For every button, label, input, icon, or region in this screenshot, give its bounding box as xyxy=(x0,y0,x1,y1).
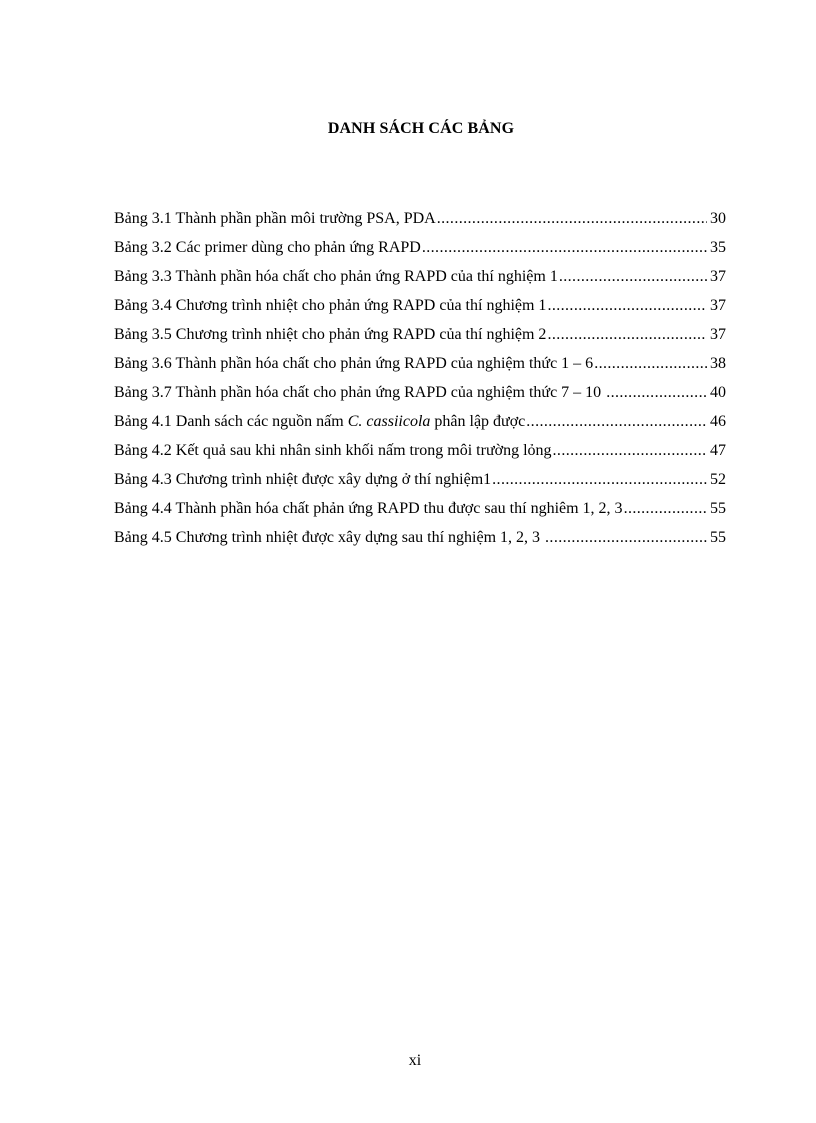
dot-leader xyxy=(624,494,707,523)
table-list xyxy=(114,204,726,552)
dot-leader xyxy=(437,204,707,233)
species-name: C. cassiicola xyxy=(347,413,431,430)
table-entry-label-prefix: Bảng 4.1 Danh sách các nguồn nấm xyxy=(114,413,348,430)
dot-leader xyxy=(545,523,707,552)
table-entry-label: Bảng 3.4 Chương trình nhiệt cho phản ứng RAPD của thí nghiệm 1 xyxy=(114,297,547,314)
table-entry-label: Bảng 3.5 Chương trình nhiệt cho phản ứng RAPD của thí nghiệm 2 xyxy=(114,326,547,343)
page-number: xi xyxy=(408,1052,422,1069)
table-entry-label xyxy=(114,407,525,436)
table-entry-page: 37 xyxy=(710,268,726,285)
table-entry-label-suffix: phân lập được xyxy=(430,413,526,430)
table-entry-label: Bảng 3.7 Thành phần hóa chất cho phản ứng RAPD của nghiệm thức 7 – 10 xyxy=(114,384,606,401)
table-entry-label: Bảng 4.5 Chương trình nhiệt được xây dựng sau thí nghiệm 1, 2, 3 xyxy=(114,529,545,546)
table-list-item[interactable] xyxy=(114,204,726,233)
table-list-item[interactable] xyxy=(114,320,726,349)
dot-leader xyxy=(606,378,707,407)
dot-leader xyxy=(526,407,707,436)
table-list-item[interactable] xyxy=(114,233,726,262)
dot-leader xyxy=(547,320,707,349)
table-entry-page: 55 xyxy=(710,500,726,517)
table-entry-page: 37 xyxy=(710,326,726,343)
table-entry-page: 37 xyxy=(710,297,726,314)
table-list-item[interactable] xyxy=(114,494,726,523)
table-list-item[interactable] xyxy=(114,465,726,494)
dot-leader xyxy=(559,262,707,291)
dot-leader xyxy=(492,465,707,494)
table-entry-page: 38 xyxy=(710,355,726,372)
dot-leader xyxy=(594,349,707,378)
table-entry-label: Bảng 4.3 Chương trình nhiệt được xây dựng ở thí nghiệm1 xyxy=(114,471,492,488)
table-list-item[interactable] xyxy=(114,378,726,407)
table-entry-label: Bảng 3.6 Thành phần hóa chất cho phản ứng RAPD của nghiệm thức 1 – 6 xyxy=(114,355,594,372)
table-entry-page: 52 xyxy=(710,471,726,488)
table-entry-page: 55 xyxy=(710,529,726,546)
page-title: DANH SÁCH CÁC BẢNG xyxy=(327,120,515,137)
table-entry-page: 40 xyxy=(710,384,726,401)
table-entry-page: 47 xyxy=(710,442,726,459)
table-entry-page: 35 xyxy=(710,239,726,256)
table-entry-label: Bảng 4.2 Kết quả sau khi nhân sinh khối nấm trong môi trường lỏng xyxy=(114,442,552,459)
table-list-item[interactable] xyxy=(114,523,726,552)
table-entry-page: 46 xyxy=(710,413,726,430)
table-list-item[interactable] xyxy=(114,349,726,378)
dot-leader xyxy=(553,436,707,465)
table-list-item[interactable] xyxy=(114,291,726,320)
dot-leader xyxy=(422,233,707,262)
table-entry-page: 30 xyxy=(710,210,726,227)
table-entry-label: Bảng 3.1 Thành phần phần môi trường PSA, PDA xyxy=(114,210,436,227)
dot-leader xyxy=(547,291,707,320)
table-list-item[interactable] xyxy=(114,436,726,465)
table-list-item[interactable] xyxy=(114,262,726,291)
table-entry-label: Bảng 3.2 Các primer dùng cho phản ứng RAPD xyxy=(114,239,421,256)
table-list-item[interactable] xyxy=(114,407,726,436)
table-entry-label: Bảng 4.4 Thành phần hóa chất phản ứng RAPD thu được sau thí nghiêm 1, 2, 3 xyxy=(114,500,623,517)
table-entry-label: Bảng 3.3 Thành phần hóa chất cho phản ứng RAPD của thí nghiệm 1 xyxy=(114,268,558,285)
